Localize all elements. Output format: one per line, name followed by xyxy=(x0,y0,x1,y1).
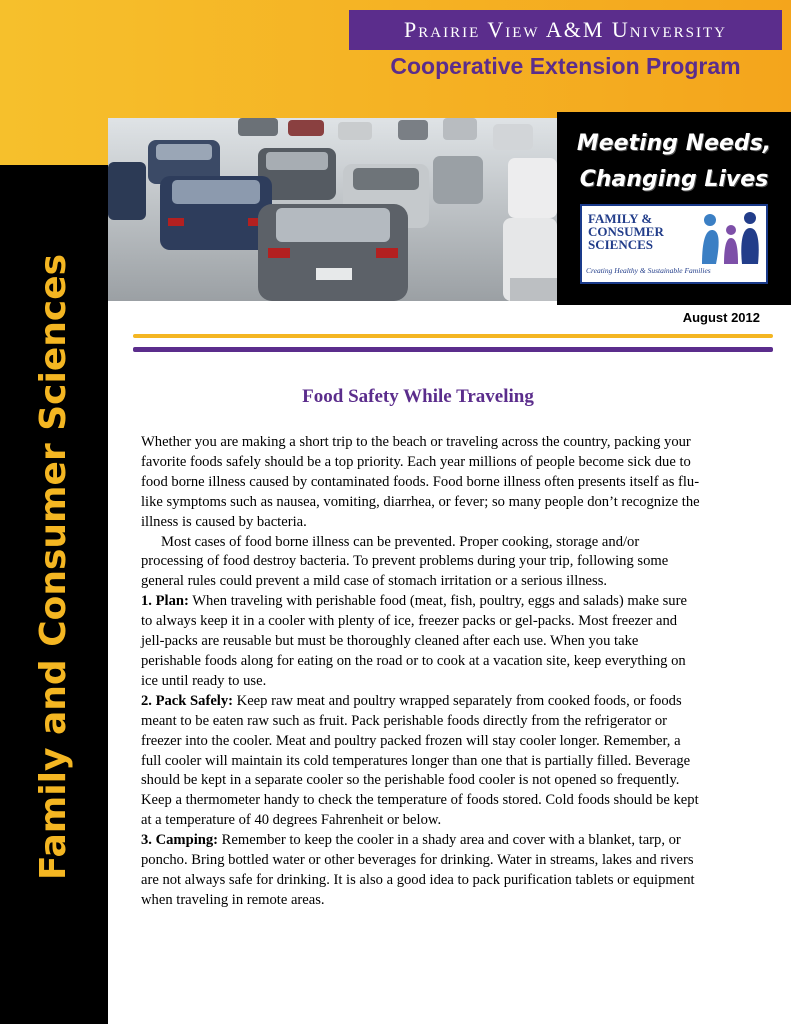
article-paragraph-2: Most cases of food borne illness can be prevented. Proper cooking, storage and/or processing of food destroy bacteria. To prevent problems during your trip, following some general rules could prevent a mild case of stomach irritation or a serious illness. xyxy=(141,533,669,590)
pack-section xyxy=(141,692,701,831)
article-intro: Whether you are making a short trip to the beach or traveling across the country, packing your favorite foods safely should be a top priority. Each year millions of people become sick due to food borne illness caused by contaminated foods. Food borne illness often presents itself as flu-like symptoms such as nausea, vomiting, diarrhea, or fever; so many people don’t recognize the illness is caused by bacteria. xyxy=(141,434,700,530)
fcs-logo-subtitle: Creating Healthy & Sustainable Families xyxy=(586,266,711,275)
fcs-logo-line-3: SCIENCES xyxy=(588,237,654,252)
fcs-logo-line-1: FAMILY & xyxy=(588,211,653,226)
plan-text: When traveling with perishable food (meat, fish, poultry, eggs and salads) make sure to always keep it in a cooler with plenty of ice, freezer packs or gel-packs. Most freezer and jell-packs are reusable but must be thoroughly cleaned after each use. When you take perishable foods along for eating on the road or to cook at a vacation site, keep everything on ice until ready to use. xyxy=(141,593,687,689)
program-name: Cooperative Extension Program xyxy=(390,53,741,79)
pack-label: 2. Pack Safely: xyxy=(141,692,234,709)
divider-purple xyxy=(133,347,773,352)
camp-section xyxy=(141,831,701,911)
divider-gold xyxy=(133,334,773,338)
tagline xyxy=(557,126,791,198)
sidebar-title: Family and Consumer Sciences xyxy=(33,253,74,880)
tagline-line-1: Meeting Needs, xyxy=(576,131,772,156)
plan-label: 1. Plan: xyxy=(141,593,189,610)
tagline-line-2: Changing Lives xyxy=(579,167,769,192)
issue-date: August 2012 xyxy=(682,310,760,325)
pack-text: Keep raw meat and poultry wrapped separately from cooked foods, or foods meant to be eaten raw such as fruit. Pack perishable foods directly from the refrigerator or freezer into the cooler. Meat and poultry packed frozen will stay cooler longer. Remember, a full cooler will maintain its cold temperatures longer than one that is partially filled. Beverage should be kept in a separate cooler so the perishable food cooler is not opened so frequently. Keep a thermometer handy to check the temperature of foods stored. Cold foods should be kept at a temperature of 40 degrees Fahrenheit or below. xyxy=(141,692,699,829)
university-name: Prairie View A&M University xyxy=(349,10,782,50)
traffic-photo-drawing xyxy=(108,118,557,301)
fcs-logo-text xyxy=(588,212,698,251)
plan-section xyxy=(141,592,701,692)
family-figures-icon xyxy=(698,210,764,266)
camp-label: 3. Camping: xyxy=(141,832,219,849)
article-body xyxy=(141,433,701,911)
camp-text: Remember to keep the cooler in a shady area and cover with a blanket, tarp, or poncho. Bring bottled water or other beverages for drinking. Water in streams, lakes and rivers are not always safe for drinking. It is also a good idea to pack purification tablets or equipment when traveling in remote areas. xyxy=(141,832,695,908)
traffic-photo xyxy=(108,118,557,301)
article-title: Food Safety While Traveling xyxy=(302,386,534,407)
fcs-logo xyxy=(580,204,768,284)
fcs-logo-line-2: CONSUMER xyxy=(588,224,664,239)
tagline-panel xyxy=(557,112,791,305)
